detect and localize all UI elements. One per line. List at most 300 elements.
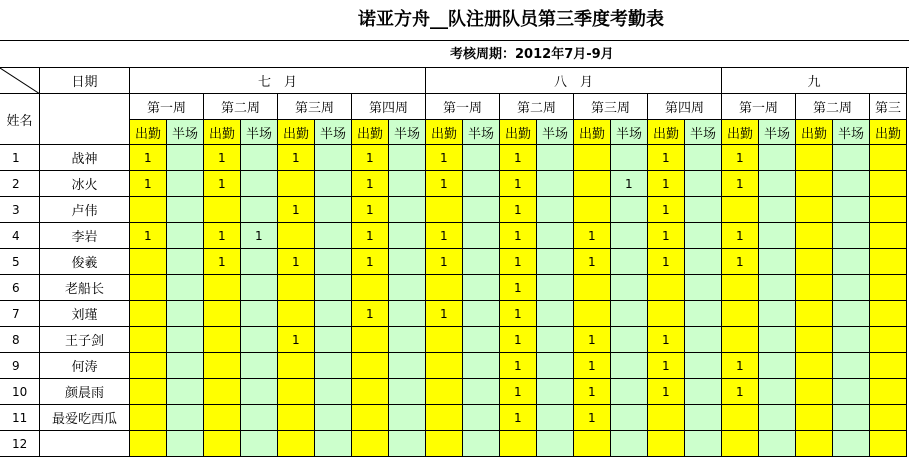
attend-cell [796, 353, 833, 379]
half-cell [167, 249, 204, 275]
half-cell [389, 223, 426, 249]
half-cell [537, 327, 574, 353]
attend-subheader: 出勤 [426, 120, 463, 145]
half-cell [685, 431, 722, 457]
attend-cell: 1 [648, 197, 685, 223]
attend-cell [204, 431, 241, 457]
attend-subheader: 出勤 [204, 120, 241, 145]
attend-cell: 1 [574, 405, 611, 431]
attend-cell: 1 [722, 223, 759, 249]
half-cell [759, 275, 796, 301]
attend-cell: 1 [722, 353, 759, 379]
attend-cell [870, 301, 907, 327]
week-header: 第三周 [574, 94, 648, 120]
attend-cell [130, 301, 167, 327]
attend-cell [796, 327, 833, 353]
member-name: 李岩 [40, 223, 130, 249]
attend-cell [722, 431, 759, 457]
attend-cell [130, 379, 167, 405]
row-number: 8 [0, 327, 40, 353]
week-header: 第三 [870, 94, 907, 120]
half-cell [537, 379, 574, 405]
month-header: 七 月 [130, 68, 426, 94]
half-cell [463, 145, 500, 171]
half-cell: 1 [611, 171, 648, 197]
period-value: 2012年7月-9月 [515, 47, 614, 62]
attend-cell: 1 [352, 171, 389, 197]
half-cell [685, 405, 722, 431]
row-number: 10 [0, 379, 40, 405]
row-number: 6 [0, 275, 40, 301]
attend-cell [278, 301, 315, 327]
half-cell [611, 405, 648, 431]
half-cell [167, 353, 204, 379]
half-cell [241, 431, 278, 457]
week-header: 第四周 [352, 94, 426, 120]
member-name: 卢伟 [40, 197, 130, 223]
diagonal-line [0, 68, 39, 94]
row-number: 3 [0, 197, 40, 223]
half-cell [685, 197, 722, 223]
attend-cell [130, 275, 167, 301]
half-cell [685, 145, 722, 171]
week-header: 第二周 [500, 94, 574, 120]
attend-cell: 1 [648, 327, 685, 353]
attend-cell: 1 [426, 249, 463, 275]
attend-subheader: 出勤 [870, 120, 907, 145]
attend-cell [278, 405, 315, 431]
half-cell [833, 431, 870, 457]
attend-cell [574, 197, 611, 223]
attend-cell: 1 [278, 197, 315, 223]
half-cell [315, 405, 352, 431]
attend-cell: 1 [722, 171, 759, 197]
week-header: 第二周 [204, 94, 278, 120]
sheet-title [0, 0, 909, 40]
attend-cell [796, 249, 833, 275]
attend-cell [352, 379, 389, 405]
row-number: 1 [0, 145, 40, 171]
attend-cell: 1 [352, 145, 389, 171]
week-header: 第三周 [278, 94, 352, 120]
half-subheader: 半场 [315, 120, 352, 145]
half-cell [537, 197, 574, 223]
half-cell [389, 327, 426, 353]
row-number: 12 [0, 431, 40, 457]
member-name: 刘瑾 [40, 301, 130, 327]
attend-cell: 1 [500, 223, 537, 249]
attend-cell [870, 249, 907, 275]
attend-cell [574, 145, 611, 171]
half-subheader: 半场 [389, 120, 426, 145]
attend-cell: 1 [648, 171, 685, 197]
half-cell [167, 431, 204, 457]
attend-cell: 1 [648, 353, 685, 379]
half-cell [685, 249, 722, 275]
half-cell [759, 171, 796, 197]
half-cell [611, 327, 648, 353]
attend-cell [722, 275, 759, 301]
attend-cell: 1 [130, 223, 167, 249]
row-number: 2 [0, 171, 40, 197]
attend-cell [204, 301, 241, 327]
attend-subheader: 出勤 [722, 120, 759, 145]
month-header: 九 [722, 68, 907, 94]
attend-cell [426, 197, 463, 223]
half-cell [537, 431, 574, 457]
half-cell [685, 379, 722, 405]
half-cell [315, 223, 352, 249]
attend-cell: 1 [574, 353, 611, 379]
attend-cell [722, 197, 759, 223]
half-cell [167, 379, 204, 405]
half-cell [315, 301, 352, 327]
row-number: 9 [0, 353, 40, 379]
half-cell [611, 431, 648, 457]
half-cell [389, 197, 426, 223]
attend-cell: 1 [352, 197, 389, 223]
attend-cell [796, 197, 833, 223]
half-cell [389, 431, 426, 457]
week-header: 第二周 [796, 94, 870, 120]
attend-cell: 1 [574, 249, 611, 275]
attend-cell: 1 [500, 327, 537, 353]
period-label: 考核周期： [450, 47, 516, 62]
attend-cell [352, 327, 389, 353]
half-cell [685, 223, 722, 249]
attend-cell [130, 405, 167, 431]
attend-cell: 1 [500, 249, 537, 275]
half-subheader: 半场 [463, 120, 500, 145]
half-cell [167, 327, 204, 353]
half-cell [833, 171, 870, 197]
half-cell [389, 171, 426, 197]
attend-cell: 1 [426, 223, 463, 249]
attend-cell [426, 353, 463, 379]
half-cell [759, 327, 796, 353]
half-cell [315, 145, 352, 171]
half-cell [537, 145, 574, 171]
half-subheader: 半场 [759, 120, 796, 145]
half-cell [759, 249, 796, 275]
attend-cell: 1 [130, 171, 167, 197]
attend-cell: 1 [204, 145, 241, 171]
half-subheader: 半场 [833, 120, 870, 145]
half-cell [685, 327, 722, 353]
half-subheader: 半场 [611, 120, 648, 145]
attend-cell [870, 275, 907, 301]
half-subheader: 半场 [537, 120, 574, 145]
attend-subheader: 出勤 [278, 120, 315, 145]
half-cell [759, 431, 796, 457]
half-subheader: 半场 [167, 120, 204, 145]
half-cell [241, 353, 278, 379]
attend-cell [870, 223, 907, 249]
week-header: 第一周 [426, 94, 500, 120]
attend-cell [130, 197, 167, 223]
attend-cell [278, 379, 315, 405]
attend-cell: 1 [500, 405, 537, 431]
half-cell [759, 145, 796, 171]
attend-cell: 1 [500, 275, 537, 301]
member-name: 冰火 [40, 171, 130, 197]
attend-cell [870, 197, 907, 223]
half-cell [389, 249, 426, 275]
half-cell [463, 301, 500, 327]
attend-cell: 1 [204, 223, 241, 249]
half-cell [833, 405, 870, 431]
week-header: 第一周 [130, 94, 204, 120]
half-cell [241, 301, 278, 327]
attend-cell: 1 [352, 249, 389, 275]
attend-cell: 1 [352, 301, 389, 327]
half-cell [833, 379, 870, 405]
attend-cell [278, 431, 315, 457]
attend-cell [278, 353, 315, 379]
attend-cell [426, 431, 463, 457]
attend-cell [796, 223, 833, 249]
attend-cell [426, 405, 463, 431]
half-cell [463, 249, 500, 275]
half-cell [167, 275, 204, 301]
half-cell [611, 275, 648, 301]
half-cell [463, 223, 500, 249]
attend-subheader: 出勤 [130, 120, 167, 145]
attend-cell [574, 431, 611, 457]
attend-cell [352, 405, 389, 431]
attend-cell [796, 171, 833, 197]
half-cell [241, 171, 278, 197]
attend-cell: 1 [426, 145, 463, 171]
attend-cell: 1 [574, 327, 611, 353]
attend-cell: 1 [278, 327, 315, 353]
half-cell [685, 301, 722, 327]
half-cell [389, 145, 426, 171]
half-cell [463, 405, 500, 431]
attend-cell [130, 353, 167, 379]
half-cell [241, 379, 278, 405]
half-cell [167, 405, 204, 431]
half-cell [759, 405, 796, 431]
week-header: 第四周 [648, 94, 722, 120]
half-cell [537, 405, 574, 431]
attend-cell [722, 327, 759, 353]
half-cell [833, 353, 870, 379]
half-cell [537, 275, 574, 301]
half-cell [833, 249, 870, 275]
half-cell [685, 275, 722, 301]
attend-cell: 1 [426, 301, 463, 327]
attend-cell [352, 431, 389, 457]
half-cell [389, 275, 426, 301]
attend-cell [722, 405, 759, 431]
member-name: 何涛 [40, 353, 130, 379]
attend-cell: 1 [500, 353, 537, 379]
date-header: 日期 [40, 68, 130, 94]
half-cell [537, 223, 574, 249]
attend-cell: 1 [426, 171, 463, 197]
attend-subheader: 出勤 [648, 120, 685, 145]
half-cell [167, 145, 204, 171]
half-cell [315, 379, 352, 405]
attend-cell [278, 223, 315, 249]
half-cell [463, 353, 500, 379]
attend-cell [352, 275, 389, 301]
attend-cell [870, 171, 907, 197]
row-number: 4 [0, 223, 40, 249]
attend-cell [648, 301, 685, 327]
member-name: 最爱吃西瓜 [40, 405, 130, 431]
half-cell [759, 353, 796, 379]
attend-cell: 1 [500, 197, 537, 223]
half-cell [611, 353, 648, 379]
half-cell [241, 197, 278, 223]
half-cell [241, 145, 278, 171]
row-number: 5 [0, 249, 40, 275]
attend-cell: 1 [278, 145, 315, 171]
attend-cell [574, 275, 611, 301]
attend-cell [278, 275, 315, 301]
half-cell [759, 197, 796, 223]
half-cell [315, 431, 352, 457]
date-header-blank [40, 94, 130, 145]
name-header: 姓名 [0, 94, 40, 145]
half-cell [463, 431, 500, 457]
attend-cell: 1 [722, 249, 759, 275]
half-cell [537, 249, 574, 275]
attend-cell [204, 327, 241, 353]
member-name [40, 431, 130, 457]
attend-cell: 1 [352, 223, 389, 249]
attend-cell: 1 [722, 145, 759, 171]
half-cell [611, 249, 648, 275]
attend-cell: 1 [500, 301, 537, 327]
month-header: 八 月 [426, 68, 722, 94]
attend-cell [130, 249, 167, 275]
half-cell [685, 353, 722, 379]
attend-cell: 1 [574, 223, 611, 249]
member-name: 颜晨雨 [40, 379, 130, 405]
attend-cell [870, 327, 907, 353]
attend-cell [204, 197, 241, 223]
attend-cell [426, 275, 463, 301]
attend-cell [130, 431, 167, 457]
attend-cell: 1 [500, 379, 537, 405]
attend-cell [574, 171, 611, 197]
row-number: 7 [0, 301, 40, 327]
attend-cell [426, 327, 463, 353]
half-cell [685, 171, 722, 197]
half-cell [389, 405, 426, 431]
attend-cell: 1 [648, 145, 685, 171]
attend-cell [870, 431, 907, 457]
attend-cell: 1 [648, 249, 685, 275]
half-cell [537, 301, 574, 327]
attend-cell [352, 353, 389, 379]
half-cell [315, 353, 352, 379]
half-cell [389, 301, 426, 327]
half-subheader: 半场 [685, 120, 722, 145]
corner-diagonal-cell [0, 68, 40, 94]
attend-cell: 1 [574, 379, 611, 405]
attend-cell [796, 301, 833, 327]
half-cell [315, 171, 352, 197]
row-number: 11 [0, 405, 40, 431]
attend-cell [870, 353, 907, 379]
half-cell [167, 171, 204, 197]
attend-cell [648, 405, 685, 431]
member-name: 战神 [40, 145, 130, 171]
attend-cell [796, 431, 833, 457]
attend-cell: 1 [500, 171, 537, 197]
attend-cell [870, 405, 907, 431]
half-cell [611, 301, 648, 327]
attend-cell [278, 171, 315, 197]
attend-cell [796, 405, 833, 431]
half-cell: 1 [241, 223, 278, 249]
half-cell [463, 171, 500, 197]
attend-cell [648, 275, 685, 301]
half-cell [833, 145, 870, 171]
half-cell [315, 249, 352, 275]
half-subheader: 半场 [241, 120, 278, 145]
half-cell [463, 327, 500, 353]
attend-cell [500, 431, 537, 457]
attend-cell: 1 [500, 145, 537, 171]
attend-cell [204, 353, 241, 379]
attend-cell: 1 [722, 379, 759, 405]
half-cell [167, 301, 204, 327]
attend-cell [648, 431, 685, 457]
member-name: 俊羲 [40, 249, 130, 275]
half-cell [833, 275, 870, 301]
attend-cell [870, 379, 907, 405]
attend-cell: 1 [278, 249, 315, 275]
half-cell [611, 223, 648, 249]
attend-cell [870, 145, 907, 171]
attend-cell [204, 379, 241, 405]
half-cell [833, 327, 870, 353]
attend-cell [722, 301, 759, 327]
attend-cell: 1 [648, 379, 685, 405]
attend-cell [796, 275, 833, 301]
sheet-title-text: 诺亚方舟__队注册队员第三季度考勤表 [358, 9, 664, 30]
attend-subheader: 出勤 [500, 120, 537, 145]
half-cell [167, 223, 204, 249]
attend-cell [574, 301, 611, 327]
half-cell [463, 379, 500, 405]
attend-cell [204, 405, 241, 431]
half-cell [611, 145, 648, 171]
attend-cell [426, 379, 463, 405]
attend-cell [204, 275, 241, 301]
half-cell [463, 275, 500, 301]
attend-subheader: 出勤 [352, 120, 389, 145]
half-cell [759, 379, 796, 405]
half-cell [833, 197, 870, 223]
half-cell [463, 197, 500, 223]
half-cell [611, 197, 648, 223]
half-cell [537, 171, 574, 197]
member-name: 王子剑 [40, 327, 130, 353]
attend-cell [130, 327, 167, 353]
half-cell [833, 223, 870, 249]
half-cell [315, 197, 352, 223]
attend-cell [796, 379, 833, 405]
attend-cell [796, 145, 833, 171]
half-cell [241, 275, 278, 301]
half-cell [389, 353, 426, 379]
